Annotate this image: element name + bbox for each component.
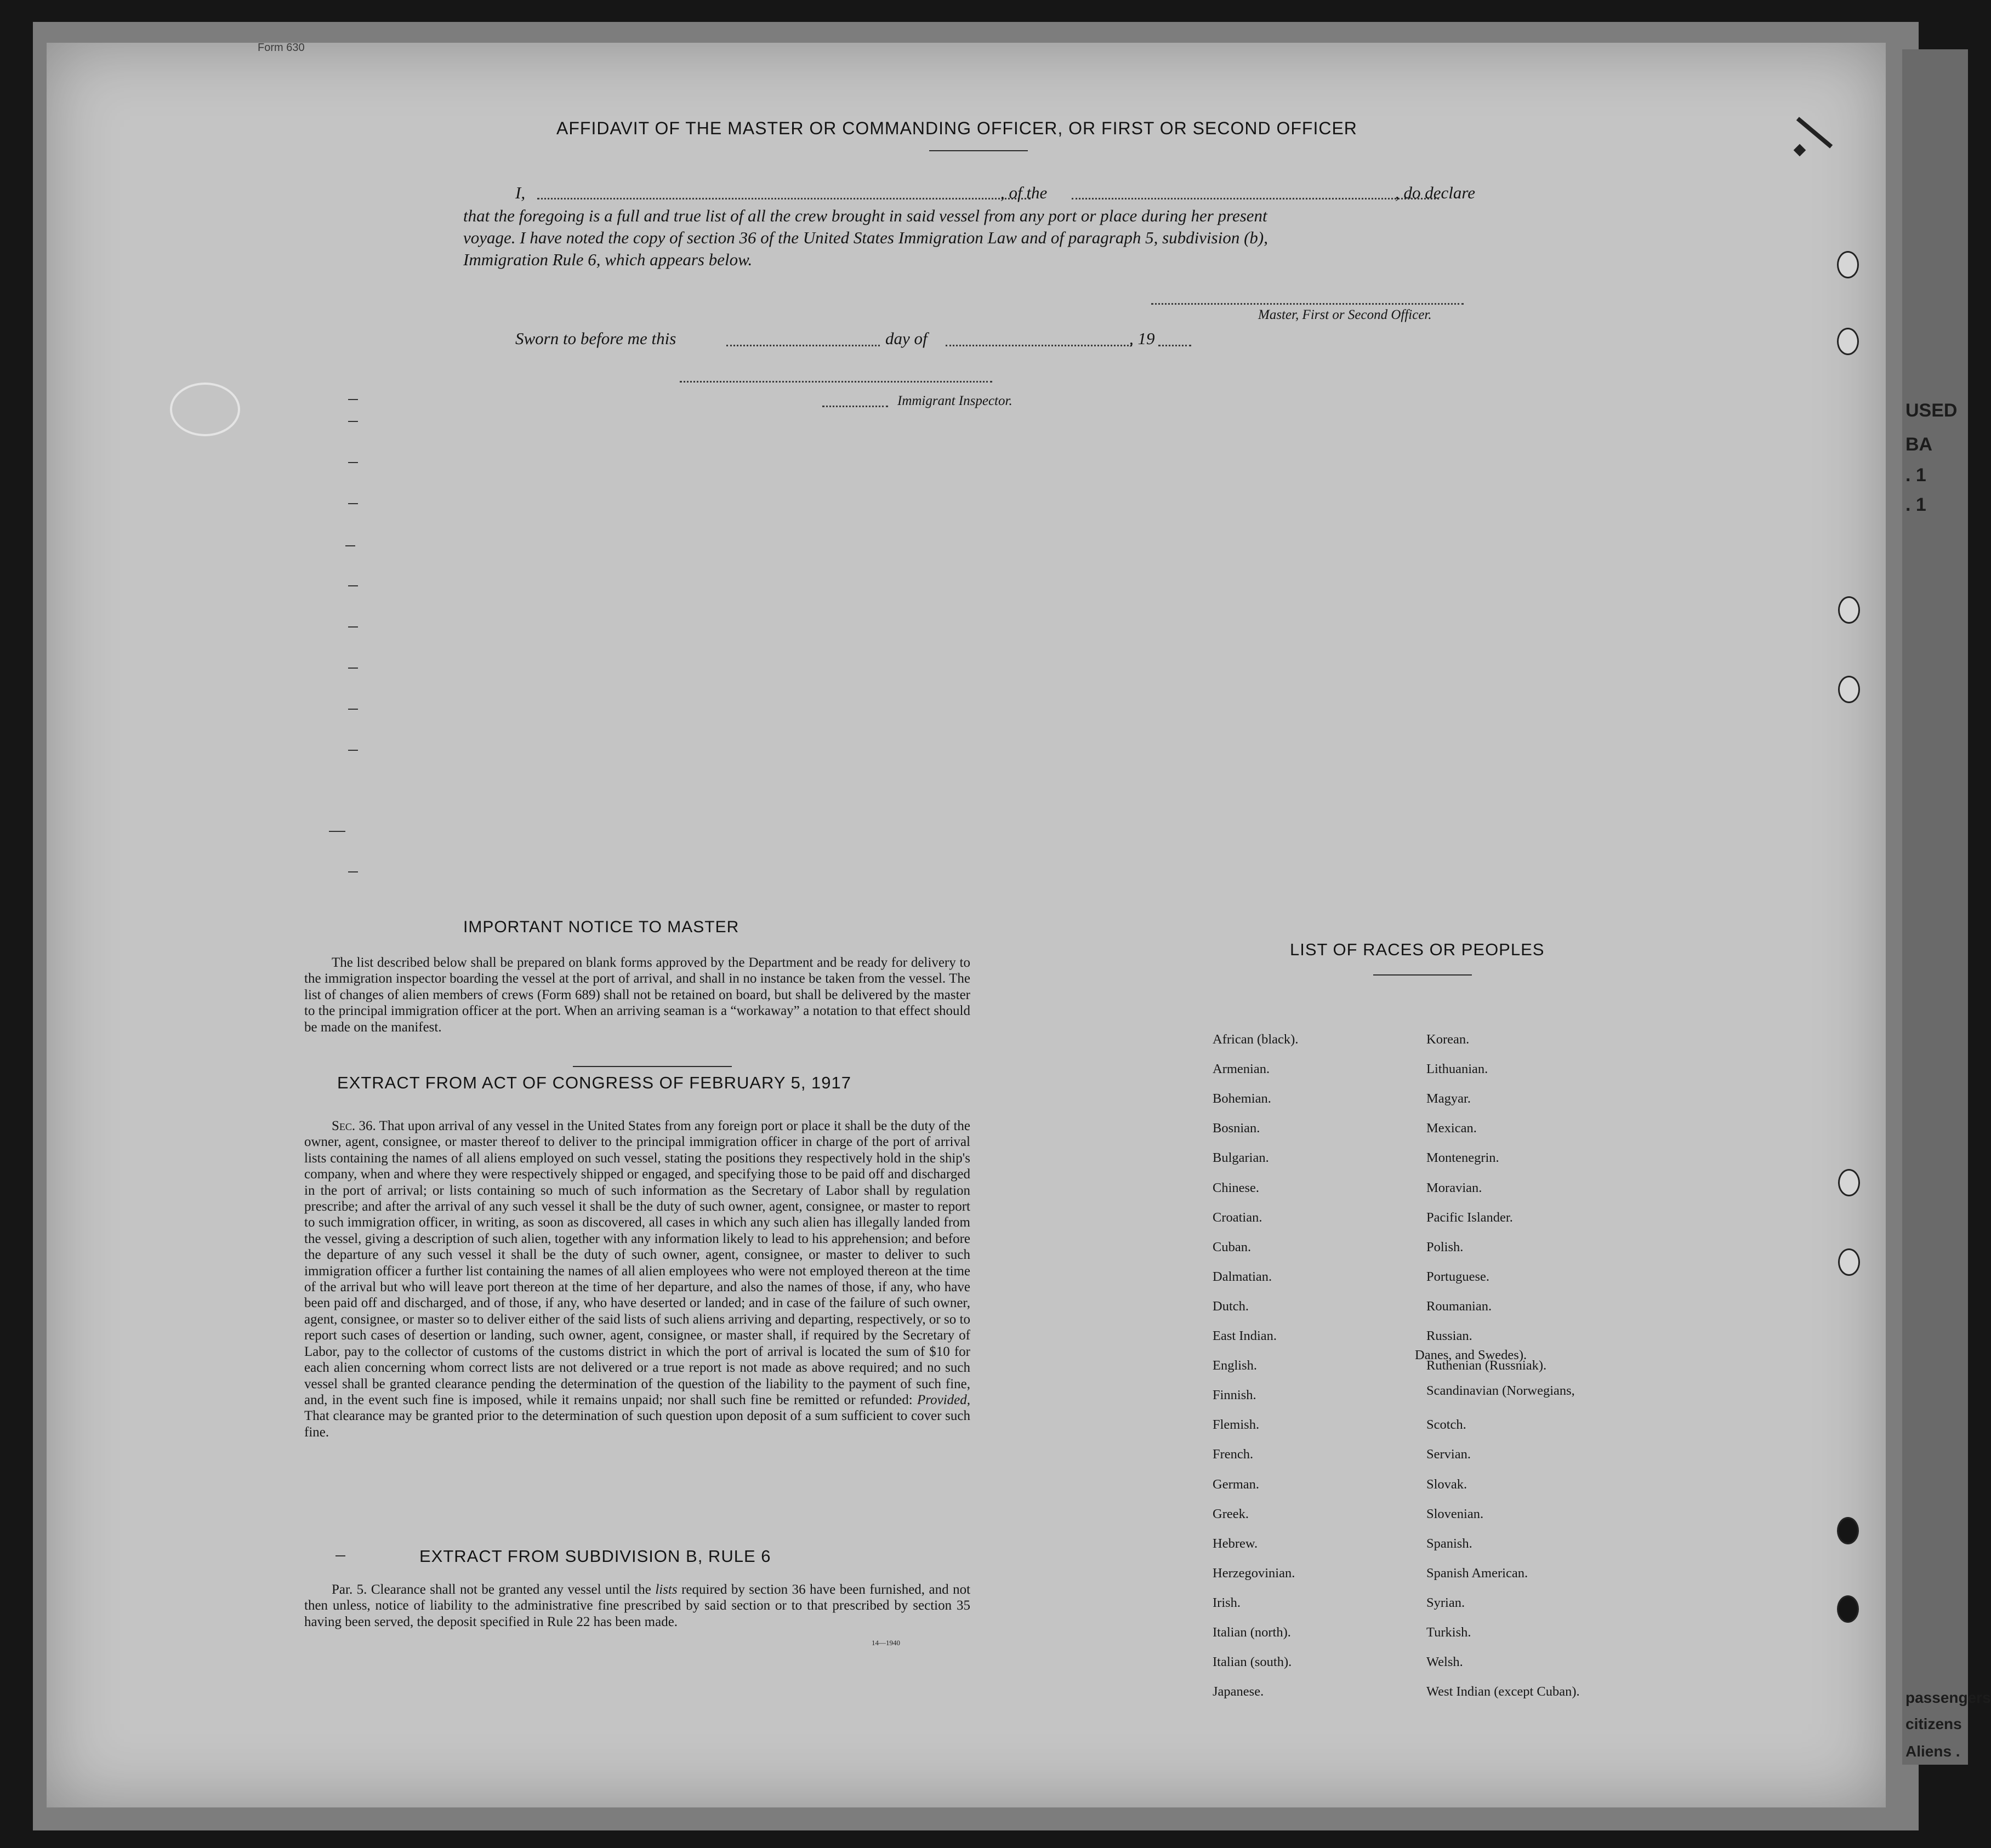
vessel-line: [1072, 198, 1439, 199]
year-label: , 19: [1129, 329, 1155, 348]
race-item: Flemish.: [1213, 1417, 1260, 1432]
race-item: Turkish.: [1426, 1625, 1471, 1640]
day-of-label: day of: [885, 329, 928, 348]
notice-rule: [573, 1066, 732, 1067]
edge-fragment: . 1: [1905, 465, 1926, 486]
race-item: Magyar.: [1426, 1091, 1471, 1106]
rule-paragraph: [304, 1582, 970, 1630]
race-item: Italian (south).: [1213, 1655, 1292, 1669]
binder-hole: [1837, 251, 1859, 278]
race-item: Moravian.: [1426, 1180, 1482, 1195]
race-item: Spanish American.: [1426, 1566, 1528, 1581]
race-item: German.: [1213, 1477, 1260, 1492]
race-item: Herzegovinian.: [1213, 1566, 1295, 1581]
margin-tick: [348, 750, 358, 751]
race-item: Polish.: [1426, 1240, 1464, 1254]
master-signature-label: Master, First or Second Officer.: [1258, 307, 1432, 322]
provided-label: Provided,: [917, 1392, 970, 1407]
margin-tick: [348, 585, 358, 586]
margin-tick: [335, 1555, 345, 1556]
race-item: Scotch.: [1426, 1417, 1466, 1432]
edge-fragment: Aliens .: [1905, 1743, 1960, 1760]
edge-fragment: passengers: [1905, 1689, 1991, 1706]
sworn-year-line: [1158, 345, 1191, 346]
title-rule: [929, 150, 1028, 151]
act-extract-title: EXTRACT FROM ACT OF CONGRESS OF FEBRUARY 5, 1917: [337, 1073, 852, 1092]
race-item: Croatian.: [1213, 1210, 1262, 1225]
master-signature-line: [1151, 303, 1464, 305]
race-item: Lithuanian.: [1426, 1062, 1488, 1076]
inspector-signature-line: [680, 381, 992, 383]
print-code: 14—1940: [872, 1639, 900, 1647]
name-line: [537, 198, 1031, 199]
affidavit-body-line: Immigration Rule 6, which appears below.: [463, 250, 753, 269]
rule-extract-body: [304, 1582, 970, 1630]
race-item: Dutch.: [1213, 1299, 1249, 1314]
form-number: Form 630: [258, 42, 305, 54]
race-item: Slovak.: [1426, 1477, 1467, 1492]
binder-hole: [1838, 596, 1860, 624]
race-item: Bosnian.: [1213, 1121, 1260, 1136]
notice-body: [304, 955, 970, 1035]
binder-hole: [1837, 328, 1859, 355]
races-title-rule: [1373, 974, 1472, 976]
race-item: Roumanian.: [1426, 1299, 1492, 1314]
margin-tick: [348, 626, 358, 628]
binder-hole: [1838, 1169, 1860, 1196]
margin-tick: [348, 421, 358, 422]
margin-tick: [348, 709, 358, 710]
race-item: Mexican.: [1426, 1121, 1477, 1136]
paper-smudge: [170, 383, 240, 436]
margin-tick: [348, 871, 358, 872]
rule-text-start: Par. 5. Clearance shall not be granted any vessel until the: [332, 1582, 651, 1597]
affidavit-body-line: that the foregoing is a full and true list of all the crew brought in said vessel from any port or place during her present: [463, 206, 1267, 225]
race-item: Portuguese.: [1426, 1269, 1489, 1284]
race-item: Welsh.: [1426, 1655, 1463, 1669]
lists-word: lists: [655, 1582, 678, 1597]
affidavit-of-the-label: , of the: [1000, 183, 1048, 202]
race-item: Greek.: [1213, 1507, 1249, 1521]
race-item: Servian.: [1426, 1447, 1471, 1462]
binder-hole: [1838, 676, 1860, 703]
rule-text-end: required by section 36 have been furnished, and not then unless, notice of liability to the administrative fine prescribed by said section or to that prescribed by section 35 having been served, the deposit specified in Rule 22 has been made.: [304, 1582, 971, 1629]
race-item: Finnish.: [1213, 1388, 1256, 1402]
race-item: Japanese.: [1213, 1684, 1264, 1699]
race-item: Bohemian.: [1213, 1091, 1271, 1106]
race-item: Slovenian.: [1426, 1507, 1484, 1521]
margin-tick: [348, 462, 358, 463]
rule-extract-title: EXTRACT FROM SUBDIVISION B, RULE 6: [419, 1547, 771, 1566]
margin-tick: [345, 545, 355, 546]
race-item: Hebrew.: [1213, 1536, 1258, 1551]
race-item-continuation: Danes, and Swedes).: [1415, 1348, 1527, 1362]
edge-fragment: citizens: [1905, 1715, 1962, 1732]
act-extract-body: [304, 1118, 970, 1440]
binder-hole: [1837, 1595, 1859, 1623]
race-item: Spanish.: [1426, 1536, 1472, 1551]
race-item: African (black).: [1213, 1032, 1299, 1047]
affidavit-body-line: voyage. I have noted the copy of section 36 of the United States Immigration Law and of paragraph 5, subdivision (b),: [463, 228, 1268, 247]
ink-mark: [1796, 117, 1833, 149]
binder-hole: [1838, 1248, 1860, 1276]
section-text: That upon arrival of any vessel in the United States from any foreign port or place it shall be the duty of the owner, agent, consignee, or master thereof to deliver to the principal immigration officer in charge of the port of arrival lists containing the names of all aliens employed on such vessel, stating the positions they respectively hold in the ship's company, when and where they were respectively shipped or engaged, and specifying those to be paid off and discharged in the port of arrival; or lists containing so much of such information as the Secretary of Labor shall by regulation prescribe; and after the arrival of any such vessel it shall be the duty of such owner, agent, consignee, or master to report to such immigration officer, in writing, as soon as discovered, all cases in which any such alien has illegally landed from the vessel, giving a description of such alien, together with any information likely to lead to his apprehension; and before the departure of any such vessel it shall be the duty of such owner, agent, consignee, or master to deliver to such immigration officer a further list containing the names of all alien employees who were not employed thereon at the time of the arrival but who will leave port thereon at the time of her departure, and also the names of those, if any, who have been paid off and discharged, and of those, if any, who have deserted or landed; and in case of the failure of such owner, agent, consignee, or master so to deliver either of the said lists of such aliens arriving and departing, respectively, or so to report such cases of desertion or landing, such owner, agent, consignee, or master shall, if required by the Secretary of Labor, pay to the collector of customs of the customs district in which the port of arrival is located the sum of $10 for each alien concerning whom correct lists are not delivered or a true report is not made as above required; and no such vessel shall be granted clearance pending the determination of the question of the liability to the payment of such fine, and, in the event such fine is imposed, while it remains unpaid; nor shall such fine be remitted or refunded:: [304, 1119, 970, 1407]
race-item: Chinese.: [1213, 1180, 1260, 1195]
form-page: [47, 43, 1886, 1807]
race-item: French.: [1213, 1447, 1254, 1462]
race-item: Cuban.: [1213, 1240, 1252, 1254]
race-item: Syrian.: [1426, 1595, 1465, 1610]
inspector-label: Immigrant Inspector.: [897, 393, 1012, 408]
notice-text: The list described below shall be prepared on blank forms approved by the Department and be ready for delivery to the immigration inspector boarding the vessel at the port of arrival, and shall in no instance be taken from the vessel. The list of changes of alien members of crews (Form 689) shall not be retained on board, but shall be delivered by the master to the principal immigration officer at the port. When an arriving seaman is a “workaway” a notation to that effect should be made on the manifest.: [304, 955, 970, 1035]
race-item: English.: [1213, 1358, 1257, 1373]
affidavit-title: AFFIDAVIT OF THE MASTER OR COMMANDING OFFICER, OR FIRST OR SECOND OFFICER: [556, 118, 1357, 138]
sworn-label: Sworn to before me this: [515, 329, 676, 348]
race-item: Ruthenian (Russniak).: [1426, 1358, 1547, 1373]
races-title: LIST OF RACES OR PEOPLES: [1290, 940, 1545, 959]
edge-fragment: . 1: [1905, 494, 1926, 515]
edge-fragment: BA: [1905, 434, 1933, 455]
affidavit-declare-label: , do declare: [1395, 183, 1476, 202]
binder-hole: [1837, 1517, 1859, 1544]
margin-tick: [348, 668, 358, 669]
race-item: Montenegrin.: [1426, 1150, 1499, 1165]
race-item: Bulgarian.: [1213, 1150, 1269, 1165]
race-item: East Indian.: [1213, 1328, 1277, 1343]
sworn-day-line: [726, 345, 880, 346]
race-item: Italian (north).: [1213, 1625, 1291, 1640]
race-item: Dalmatian.: [1213, 1269, 1272, 1284]
race-item: West Indian (except Cuban).: [1426, 1684, 1580, 1699]
race-item: Pacific Islander.: [1426, 1210, 1513, 1225]
underlying-page-edge: [1902, 49, 1991, 1765]
race-item: Russian.: [1426, 1328, 1472, 1343]
act-section: [304, 1118, 970, 1440]
notice-title: IMPORTANT NOTICE TO MASTER: [463, 918, 739, 936]
edge-fragment: USED: [1905, 400, 1958, 421]
affidavit-i-label: I,: [515, 183, 526, 202]
race-item: Scandinavian (Norwegians,: [1426, 1383, 1575, 1398]
inspector-signature-line-short: [822, 406, 888, 407]
ink-mark: [1794, 144, 1806, 157]
section-text-end: That clearance may be granted prior to the determination of such question upon deposit of a sum sufficient to cover such fine.: [304, 1408, 970, 1440]
section-label: Sec. 36.: [332, 1119, 376, 1133]
margin-tick: [329, 831, 345, 832]
race-item: Korean.: [1426, 1032, 1470, 1047]
race-item: Armenian.: [1213, 1062, 1270, 1076]
margin-tick: [348, 503, 358, 504]
race-item: Irish.: [1213, 1595, 1241, 1610]
sworn-month-line: [946, 345, 1132, 346]
margin-tick: [348, 399, 358, 400]
